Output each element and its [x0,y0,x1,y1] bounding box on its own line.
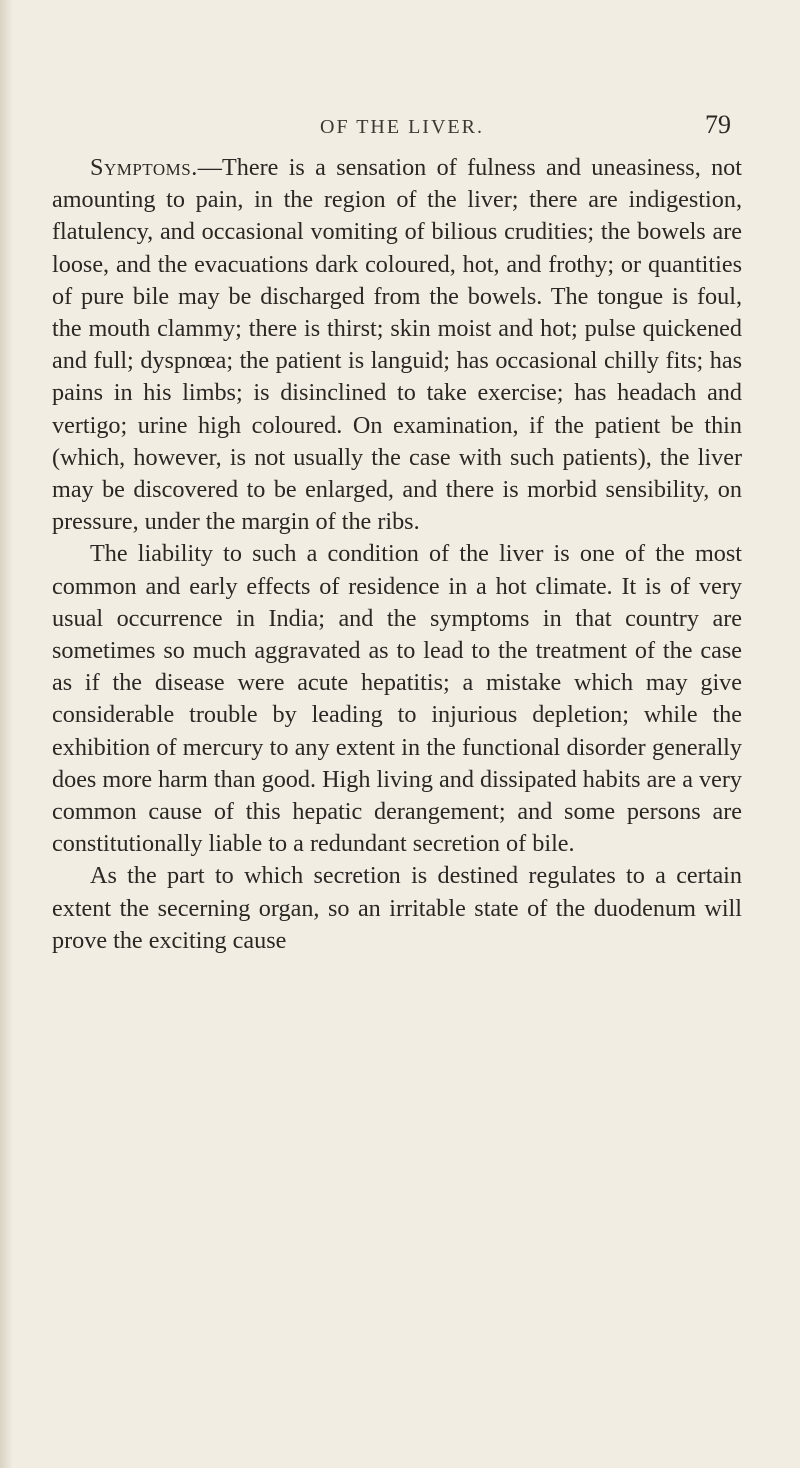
paragraph-text: The liability to such a condition of the liver is one of the most common and early effects of residence in a hot climate. It is of very usual occurrence in India; and the symptoms in that country are sometimes so much aggravated as to lead to the treatment of the case as if the disease were acute hepatitis; a mistake which may give considerable trouble by leading to injurious depletion; while the exhibition of mercury to any extent in the functional disorder generally does more harm than good. High living and dissipated habits are a very common cause of this hepatic derangement; and some persons are constitutionally liable to a redundant secretion of bile. [52,540,742,858]
paragraph-liability [52,538,742,860]
page-gutter-shadow [0,0,12,1468]
body-text [52,152,742,957]
section-heading-symptoms: Symptoms. [90,154,198,181]
page-header [0,110,800,150]
paragraph-text: —There is a sensation of fulness and uneasiness, not amounting to pain, in the region of the liver; there are indigestion, flatulency, and occasional vomiting of bilious crudities; the bowels are loose, and the evacuations dark coloured, hot, and frothy; or quantities of pure bile may be discharged from the bowels. The tongue is foul, the mouth clammy; there is thirst; skin moist and hot; pulse quickened and full; dyspnœa; the patient is languid; has occasional chilly fits; has pains in his limbs; is disinclined to take exercise; has headach and vertigo; urine high coloured. On examination, if the patient be thin (which, however, is not usually the case with such patients), the liver may be discovered to be enlarged, and there is morbid sensibility, on pressure, under the margin of the ribs. [52,154,742,536]
paragraph-text: As the part to which secretion is destined regulates to a certain extent the secerning organ, so an irritable state of the duodenum will prove the exciting cause [52,862,742,954]
running-title: OF THE LIVER. [320,116,484,138]
paragraph-duodenum [52,860,742,957]
page-number: 79 [705,110,731,139]
paragraph-symptoms [52,152,742,538]
